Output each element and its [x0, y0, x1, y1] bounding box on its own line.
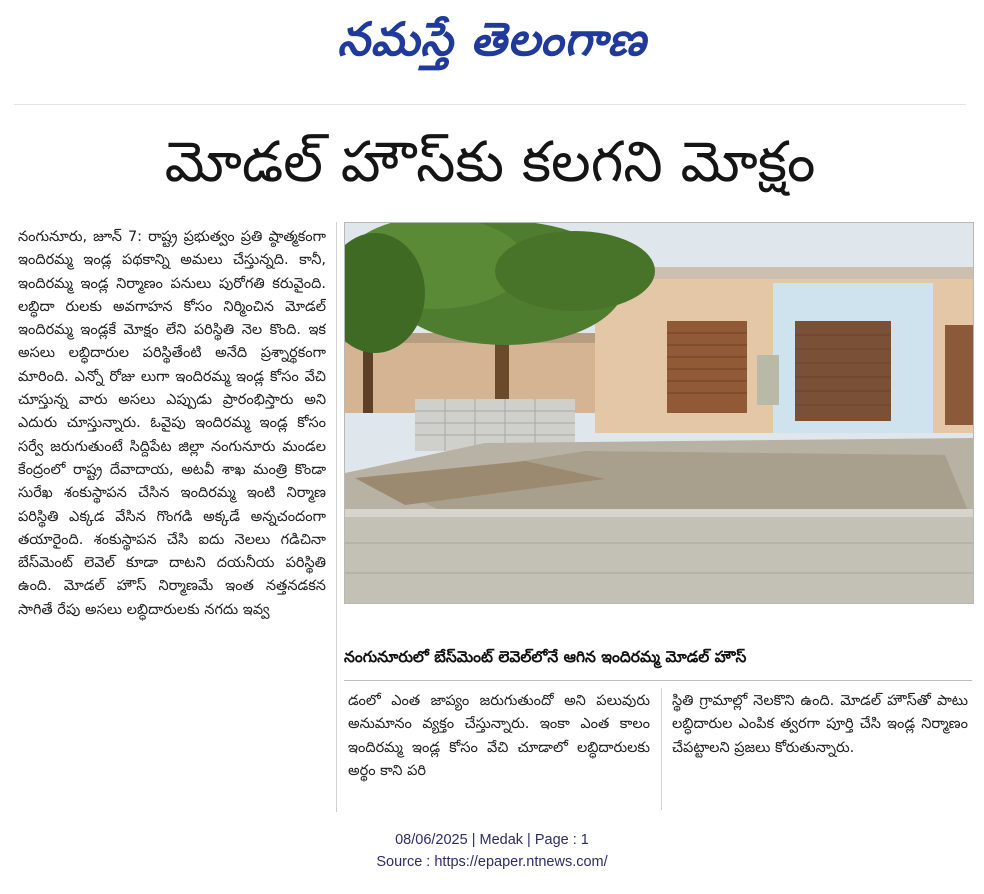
article-paragraph: నంగునూరు, జూన్ 7: రాష్ట్ర ప్రభుత్వం ప్రతి ష్ఠాత్మకంగా ఇందిరమ్మ ఇండ్ల పథకాన్ని అమలు చేస్తున్నది. కానీ, ఇందిరమ్మ ఇండ్ల నిర్మాణం పనులు పురోగతి కరువైంది. లబ్ధిదా రులకు అవగాహన కోసం నిర్మించిన మోడల్ ఇందిరమ్మ ఇండ్లకే మోక్షం లేని పరిస్థితి నెల కొంది. ఇక అసలు లబ్ధిదారుల పరిస్థితేంటి అనేది ప్రశ్నార్థకంగా మారింది. ఎన్నో రోజు లుగా ఇందిరమ్మ ఇండ్ల కోసం వేచి చూస్తున్న వారు అసలు ఎప్పుడు ప్రారంభిస్తారు అని ఎదురు చూస్తున్నారు. ఓవైపు ఇందిరమ్మ ఇండ్ల కోసం సర్వే జరుగుతుంటే సిద్దిపేట జిల్లా నంగునూరు మండల కేంద్రంలో రాష్ట్ర దేవాదాయ, అటవీ శాఖ మంత్రి కొండా సురేఖ శంకుస్థాపన చేసిన ఇందిరమ్మ ఇంటి నిర్మాణ పరిస్థితి ఎక్కడ వేసిన గొంగడి అక్కడే అన్నచందంగా తయారైంది. శంకుస్థాపన చేసి ఐదు నెలలు గడిచినా బేస్‌మెంట్ లెవెల్ కూడా దాటని దయనీయ పరిస్థితి ఉంది. మోడల్ హౌస్ నిర్మాణమే ఇంత నత్తనడకన సాగితే రేపు అసలు లబ్ధిదారులకు నగదు ఇవ్వ	[18, 229, 326, 618]
masthead-divider	[14, 104, 966, 105]
caption-divider	[344, 680, 972, 681]
article-middle-column: డంలో ఎంత జాప్యం జరుగుతుందో అని పలువురు అనుమానం వ్యక్తం చేస్తున్నారు. ఇంకా ఎంత కాలం ఇందిరమ్మ ఇండ్ల కోసం వేచి చూడాలో లబ్ధిదారులకు అర్థం కాని పరి	[348, 693, 650, 779]
column-divider	[661, 688, 662, 810]
article-right-column: స్థితి గ్రామాల్లో నెలకొని ఉంది. మోడల్ హౌస్‌తో పాటు లబ్ధిదారుల ఎంపిక త్వరగా పూర్తి చేసి ఇండ్ల నిర్మాణం చేపట్టాలని ప్రజలు కోరుతున్నారు.	[672, 693, 968, 756]
article-headline: మోడల్ హౌస్‌కు కలగని మోక్షం	[164, 130, 816, 195]
masthead	[0, 8, 984, 70]
article-left-column	[18, 226, 326, 810]
column-divider	[336, 222, 337, 812]
source-link[interactable]: Source : https://epaper.ntnews.com/	[376, 854, 608, 870]
article-photo	[344, 222, 974, 604]
edition-info: 08/06/2025 | Medak | Page : 1	[395, 832, 589, 848]
newspaper-logo: నమస్తే తెలంగాణ	[337, 12, 647, 66]
photo-caption: నంగునూరులో బేస్‌మెంట్ లెవెల్‌లోనే ఆగిన ఇందిరమ్మ మోడల్ హౌస్	[344, 648, 747, 666]
